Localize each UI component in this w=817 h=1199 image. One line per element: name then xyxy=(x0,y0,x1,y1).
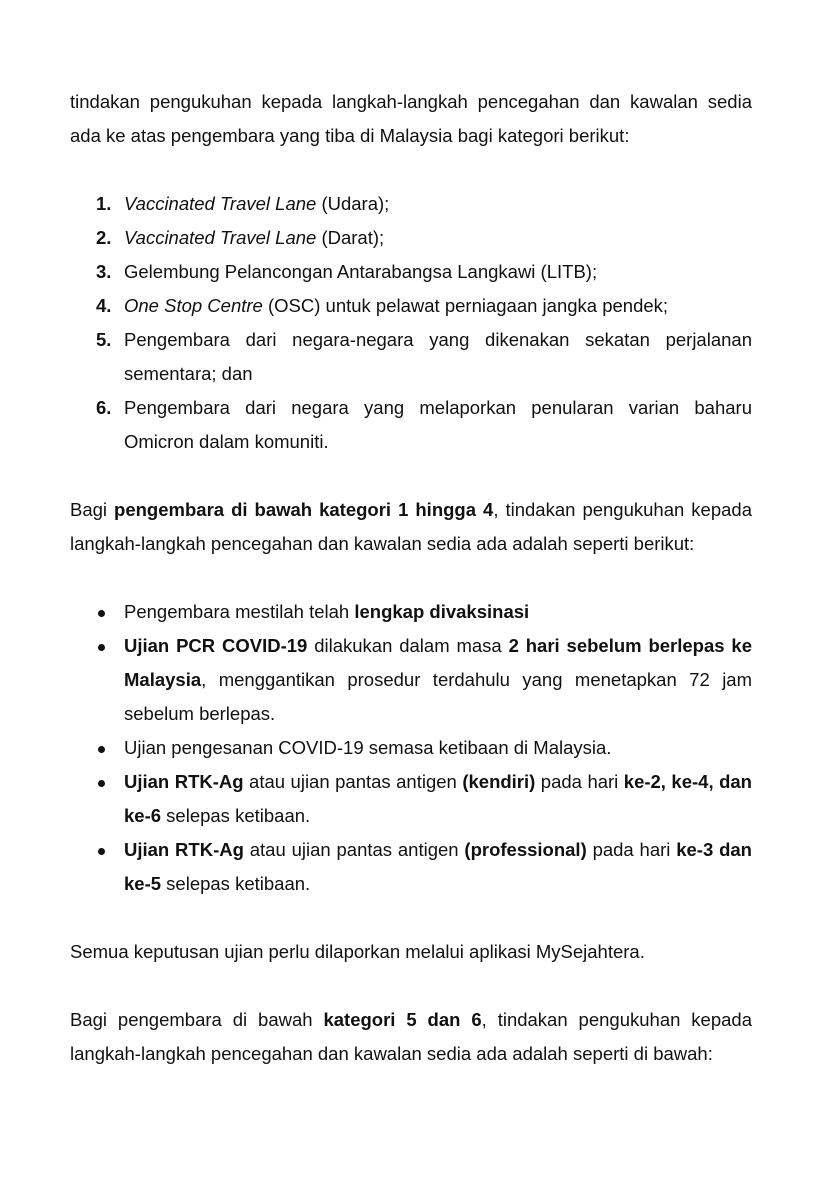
category-item-4 xyxy=(70,289,752,323)
category-text: (OSC) untuk pelawat perniagaan jangka pendek; xyxy=(262,295,669,316)
category-5-6-paragraph xyxy=(70,1003,752,1071)
requirement-text: dilakukan dalam masa xyxy=(307,635,509,656)
requirement-bold-text: ke-3 dan ke-5 xyxy=(124,839,752,894)
category-number: 1. xyxy=(96,193,112,214)
requirement-bold-text: ke-2, ke-4, dan ke-6 xyxy=(124,771,752,826)
paragraph-text: Bagi xyxy=(70,499,115,520)
category-1-4-paragraph xyxy=(70,493,752,561)
requirement-list xyxy=(70,595,752,901)
category-item-6 xyxy=(70,391,752,459)
requirement-text: pada hari xyxy=(535,771,624,792)
bullet-icon xyxy=(98,610,105,617)
requirement-text: atau ujian pantas antigen xyxy=(243,839,465,860)
document-page xyxy=(70,85,752,1071)
requirement-text: atau ujian pantas antigen xyxy=(243,771,463,792)
mysejahtera-paragraph xyxy=(70,935,752,969)
requirement-item-3 xyxy=(70,731,752,765)
paragraph-bold-text: kategori 5 dan 6 xyxy=(323,1009,482,1030)
bullet-icon xyxy=(98,780,105,787)
category-number: 6. xyxy=(96,397,112,418)
paragraph-bold-text: pengembara di bawah kategori 1 hingga 4 xyxy=(114,499,494,520)
category-text: Pengembara dari negara-negara yang dikenakan sekatan perjalanan sementara; dan xyxy=(124,329,752,384)
category-text: Gelembung Pelancongan Antarabangsa Langkawi (LITB); xyxy=(124,261,598,282)
category-item-5 xyxy=(70,323,752,391)
intro-paragraph xyxy=(70,85,752,153)
paragraph-text: Semua keputusan ujian perlu dilaporkan melalui aplikasi MySejahtera. xyxy=(70,941,645,962)
requirement-item-4 xyxy=(70,765,752,833)
category-number: 4. xyxy=(96,295,112,316)
requirement-bold-text: Ujian RTK-Ag xyxy=(124,771,244,792)
requirement-bold-text: Ujian RTK-Ag xyxy=(124,839,244,860)
requirement-bold-text: lengkap divaksinasi xyxy=(354,601,530,622)
category-italic-text: One Stop Centre xyxy=(124,295,263,316)
requirement-text: , menggantikan prosedur terdahulu yang menetapkan 72 jam sebelum berlepas. xyxy=(124,669,752,724)
paragraph-text: Bagi pengembara di bawah xyxy=(70,1009,324,1030)
requirement-text: Ujian pengesanan COVID-19 semasa ketibaan di Malaysia. xyxy=(124,737,612,758)
bullet-icon xyxy=(98,848,105,855)
requirement-text: pada hari xyxy=(586,839,677,860)
requirement-item-1 xyxy=(70,595,752,629)
category-text: (Udara); xyxy=(316,193,390,214)
category-item-3 xyxy=(70,255,752,289)
requirement-bold-text: 2 hari sebelum berlepas ke Malaysia xyxy=(124,635,752,690)
requirement-text: selepas ketibaan. xyxy=(161,805,311,826)
category-text: (Darat); xyxy=(316,227,385,248)
paragraph-text: , tindakan pengukuhan kepada langkah-langkah pencegahan dan kawalan sedia ada adalah seperti di bawah: xyxy=(70,1009,752,1064)
bullet-icon xyxy=(98,746,105,753)
category-item-2 xyxy=(70,221,752,255)
requirement-bold-text: (kendiri) xyxy=(462,771,536,792)
category-text: Pengembara dari negara yang melaporkan penularan varian baharu Omicron dalam komuniti. xyxy=(124,397,752,452)
category-number: 5. xyxy=(96,329,112,350)
requirement-item-2 xyxy=(70,629,752,731)
requirement-text: Pengembara mestilah telah xyxy=(124,601,355,622)
requirement-item-5 xyxy=(70,833,752,901)
category-italic-text: Vaccinated Travel Lane xyxy=(124,227,317,248)
paragraph-text: , tindakan pengukuhan kepada langkah-langkah pencegahan dan kawalan sedia ada adalah seperti berikut: xyxy=(70,499,752,554)
category-item-1 xyxy=(70,187,752,221)
requirement-text: selepas ketibaan. xyxy=(161,873,311,894)
category-number: 2. xyxy=(96,227,112,248)
intro-text: tindakan pengukuhan kepada langkah-langkah pencegahan dan kawalan sedia ada ke atas pengembara yang tiba di Malaysia bagi kategori berikut: xyxy=(70,91,752,146)
category-list xyxy=(70,187,752,459)
bullet-icon xyxy=(98,644,105,651)
category-italic-text: Vaccinated Travel Lane xyxy=(124,193,317,214)
requirement-bold-text: Ujian PCR COVID-19 xyxy=(124,635,308,656)
category-number: 3. xyxy=(96,261,112,282)
requirement-bold-text: (professional) xyxy=(464,839,587,860)
